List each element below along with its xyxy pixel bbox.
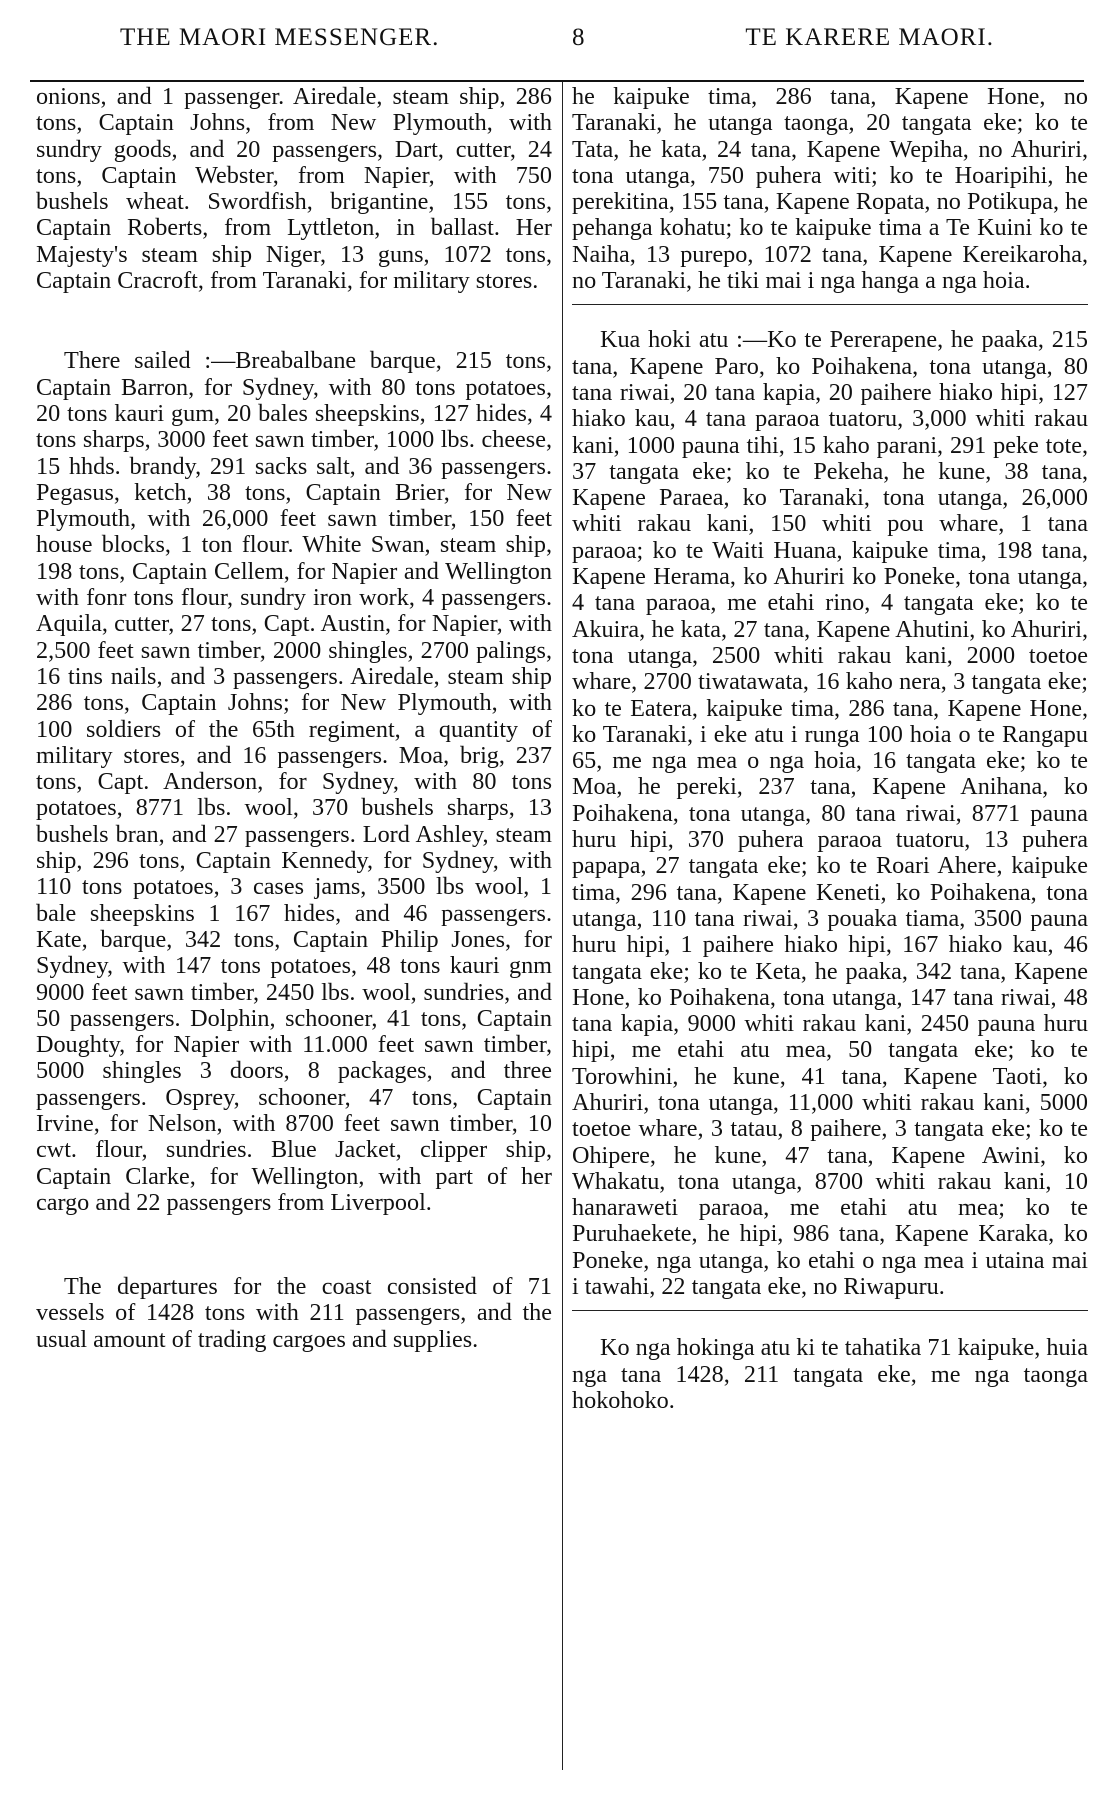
paragraph-gap bbox=[36, 1216, 552, 1274]
header-rule bbox=[30, 80, 1084, 82]
paragraph-gap bbox=[36, 294, 552, 348]
english-sailed-paragraph: There sailed :—Breabalbane barque, 215 tons, Captain Barron, for Sydney, with 80 tons potatoes, 20 tons kauri gum, 20 bales sheepskins, 127 hides, 4 tons sharps, 3000 feet sawn timber, 1000 lbs. cheese, 15 hhds. brandy, 291 sacks salt, and 36 passengers. Pegasus, ketch, 38 tons, Captain Brier, for New Plymouth, with 26,000 feet sawn timber, 150 feet house blocks, 1 ton flour. White Swan, steam ship, 198 tons, Captain Cellem, for Napier and Wellington with fonr tons flour, sundry iron work, 4 passengers. Aquila, cutter, 27 tons, Capt. Austin, for Napier, with 2,500 feet sawn timber, 2000 shingles, 2700 palings, 16 tins nails, and 3 passengers. Airedale, steam ship 286 tons, Captain Johns; for New Plymouth, with 100 soldiers of the 65th regiment, a quantity of military stores, and 16 passengers. Moa, brig, 237 tons, Capt. Anderson, for Sydney, with 80 tons potatoes, 8771 lbs. wool, 370 bushels sharps, 13 bushels bran, and 27 passengers. Lord Ashley, steam ship, 296 tons, Captain Kennedy, for Sydney, with 110 tons potatoes, 3 cases jams, 3500 lbs wool, 1 bale sheepskins 1 167 hides, and 46 passengers. Kate, barque, 342 tons, Captain Philip Jones, for Sydney, with 147 tons potatoes, 48 tons kauri gnm 9000 feet sawn timber, 2450 lbs. wool, sundries, and 50 passengers. Dolphin, schooner, 41 tons, Captain Doughty, for Napier with 11.000 feet sawn timber, 5000 shingles 3 doors, 8 packages, and three passengers. Osprey, schooner, 47 tons, Captain Irvine, for Nelson, with 8700 feet sawn timber, 10 cwt. flour, sundries. Blue Jacket, clipper ship, Captain Clarke, for Wellington, with part of her cargo and 22 passengers from Liverpool. bbox=[36, 347, 552, 1216]
maori-masthead: TE KARERE MAORI. bbox=[745, 24, 994, 51]
paragraph-gap bbox=[572, 1311, 1088, 1335]
page-number: 8 bbox=[572, 24, 586, 51]
maori-column bbox=[572, 84, 1088, 1414]
maori-arrivals-paragraph: he kaipuke tima, 286 tana, Kapene Hone, no Taranaki, he utanga taonga, 20 tangata eke; ko te Tata, he kata, 24 tana, Kapene Wepiha, no Ahuriri, tona utanga, 750 puhera witi; ko te Hoaripihi, he perekitina, 155 tana, Kapene Ropata, no Potikupa, he pehanga kohatu; ko te kaipuke tima a Te Kuini ko te Naiha, 13 purepo, 1072 tana, Kapene Kereikaroha, no Taranaki, he tiki mai i nga hanga a nga hoia. bbox=[572, 83, 1088, 295]
column-divider bbox=[562, 82, 563, 1770]
maori-sailed-paragraph: Kua hoki atu :—Ko te Pererapene, he paaka, 215 tana, Kapene Paro, ko Poihakena, tona utanga, 80 tana riwai, 20 tana kapia, 20 paihere hiako hipi, 127 hiako kau, 4 tana paraoa tuatoru, 3,000 whiti rakau kani, 1000 pauna tihi, 15 kaho parani, 291 peke tote, 37 tangata eke; ko te Pekeha, he kune, 38 tana, Kapene Paraea, ko Taranaki, tona utanga, 26,000 whiti rakau kani, 150 whiti pou whare, 1 tana paraoa; ko te Waiti Huana, kaipuke tima, 198 tana, Kapene Herama, ko Ahuriri ko Poneke, tona utanga, 4 tana paraoa, me etahi rino, 4 tangata eke; ko te Akuira, he kata, 27 tana, Kapene Ahutini, ko Ahuriri, tona utanga, 2500 whiti rakau kani, 2000 toetoe whare, 2700 tiwatawata, 16 kaho nera, 3 tangata eke; ko te Eatera, kaipuke tima, 286 tana, Kapene Hone, ko Taranaki, i eke atu i runga 100 hoia o te Rangapu 65, me nga mea o nga hoia, 16 tangata eke; ko te Moa, he pereki, 237 tana, Kapene Anihana, ko Poihakena, tona utanga, 80 tana riwai, 8771 pauna huru hipi, 370 puhera paraoa tuatoru, 13 puhera papapa, 27 tangata eke; ko te Roari Ahere, kaipuke tima, 296 tana, Kapene Keneti, ko Poihakena, tona utanga, 110 tana riwai, 3 pouaka tiama, 3500 pauna huru hipi, 1 paihere hiako hipi, 167 hiako kau, 46 tangata eke; ko te Keta, he paaka, 342 tana, Kapene Hone, ko Poihakena, tona utanga, 147 tana riwai, 48 tana kapia, 9000 whiti rakau kani, 2450 pauna huru hipi, me etahi atu mea, 50 tangata eke; ko te Torowhini, he kune, 41 tana, Kapene Taoti, ko Ahuriri, tona utanga, 11,000 whiti rakau kani, 5000 toetoe whare, 3 tatau, 8 paihere, 3 tangata eke; ko te Ohipere, he kune, 47 tana, Kapene Awini, ko Whakatu, tona utanga, 8700 whiti rakau kani, 10 hanaraweti paraoa, me etahi atu mea; ko te Puruhaekete, he hipi, 986 tana, Kapene Karaka, ko Poneke, nga utanga, ko etahi o nga mea i utaina mai i tawahi, 22 tangata eke, no Riwapuru. bbox=[572, 326, 1088, 1301]
english-masthead: THE MAORI MESSENGER. bbox=[120, 24, 440, 51]
english-arrivals-paragraph: onions, and 1 passenger. Airedale, steam ship, 286 tons, Captain Johns, from New Plymouth, with sundry goods, and 20 passengers, Dart, cutter, 24 tons, Captain Webster, from Napier, with 750 bushels wheat. Swordfish, brigantine, 155 tons, Captain Roberts, from Lyttleton, in ballast. Her Majesty's steam ship Niger, 13 guns, 1072 tons, Captain Cracroft, from Taranaki, for military stores. bbox=[36, 83, 552, 295]
english-column bbox=[36, 84, 552, 1353]
paragraph-gap bbox=[572, 305, 1088, 327]
maori-summary-paragraph: Ko nga hokinga atu ki te tahatika 71 kaipuke, huia nga tana 1428, 211 tangata eke, me nga taonga hokohoko. bbox=[572, 1334, 1088, 1414]
english-summary-paragraph: The departures for the coast consisted of 71 vessels of 1428 tons with 211 passengers, and the usual amount of trading cargoes and supplies. bbox=[36, 1273, 552, 1353]
page-header bbox=[40, 24, 1074, 64]
